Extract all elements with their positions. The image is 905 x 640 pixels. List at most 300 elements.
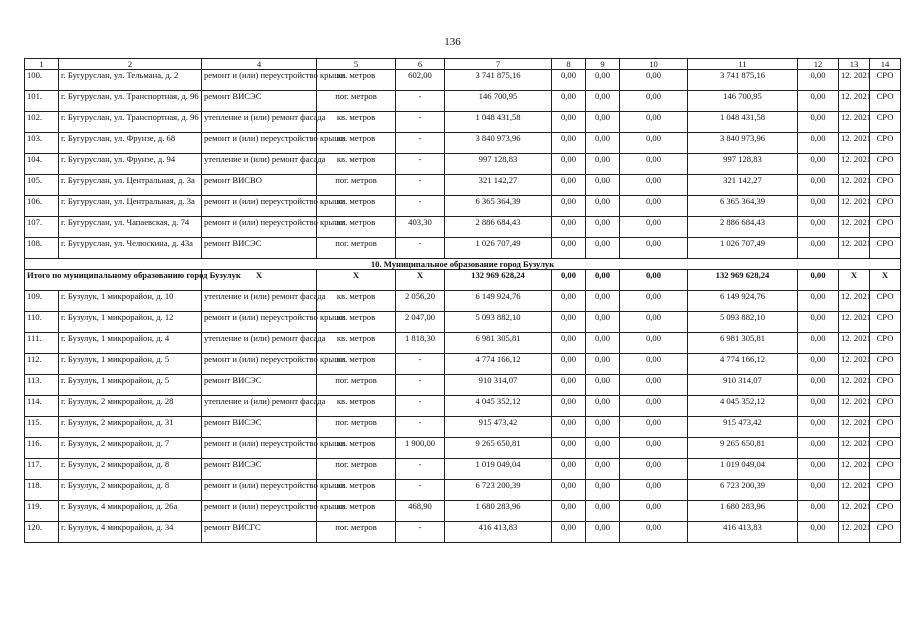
year-cell: 12. 2021 [839, 312, 870, 333]
work-type-cell: утепление и (или) ремонт фасада [202, 396, 317, 417]
total-x-cell: X [202, 270, 317, 291]
address-cell: г. Бугуруслан, ул. Чапаевская, д. 74 [59, 217, 202, 238]
row-number: 114. [25, 396, 59, 417]
fund-cell: 0,00 [620, 480, 688, 501]
row-number: 108. [25, 238, 59, 259]
area-cell: - [396, 91, 445, 112]
cost-cell: 6 365 364,39 [445, 196, 552, 217]
fund-cell: 0,00 [586, 396, 620, 417]
address-cell: г. Бузулук, 2 микрорайон, д. 31 [59, 417, 202, 438]
row-number: 101. [25, 91, 59, 112]
fund-cell: 0,00 [586, 70, 620, 91]
work-type-cell: ремонт и (или) переустройство крыши [202, 312, 317, 333]
year-cell: 12. 2021 [839, 91, 870, 112]
fund-cell: 0,00 [552, 396, 586, 417]
fund-cell: 0,00 [620, 312, 688, 333]
repair-program-table [24, 58, 901, 543]
cost-cell: 6 149 924,76 [445, 291, 552, 312]
fund-cell: 0,00 [552, 70, 586, 91]
fund-cell: 0,00 [586, 375, 620, 396]
work-type-cell: утепление и (или) ремонт фасада [202, 291, 317, 312]
fund-cell: 0,00 [798, 438, 839, 459]
year-cell: 12. 2021 [839, 175, 870, 196]
fund-cell: 0,00 [552, 312, 586, 333]
fund-cell: 0,00 [620, 154, 688, 175]
cost-cell: 146 700,95 [445, 91, 552, 112]
year-cell: 12. 2021 [839, 291, 870, 312]
total-x-cell: X [396, 270, 445, 291]
fund-cell: 0,00 [798, 480, 839, 501]
cost-cell: 910 314,07 [445, 375, 552, 396]
cost-cell: 1 680 283,96 [445, 501, 552, 522]
year-cell: 12. 2021 [839, 501, 870, 522]
total-fund-cell: 0,00 [620, 270, 688, 291]
unit-cell: кв. метров [317, 291, 396, 312]
fund-cell: 0,00 [620, 175, 688, 196]
total-cell: 4 045 352,12 [688, 396, 798, 417]
cost-cell: 1 026 707,49 [445, 238, 552, 259]
area-cell: 2 056,20 [396, 291, 445, 312]
cost-cell: 997 128,83 [445, 154, 552, 175]
table-row [25, 522, 901, 543]
table-row [25, 70, 901, 91]
area-cell: - [396, 354, 445, 375]
unit-cell: кв. метров [317, 354, 396, 375]
total-sum-cell: 132 969 628,24 [688, 270, 798, 291]
fund-cell: 0,00 [620, 522, 688, 543]
unit-cell: кв. метров [317, 112, 396, 133]
column-number: 5 [317, 59, 396, 70]
fund-cell: 0,00 [586, 196, 620, 217]
address-cell: г. Бугуруслан, ул. Центральная, д. 3а [59, 175, 202, 196]
unit-cell: пог. метров [317, 459, 396, 480]
area-cell: 1 818,30 [396, 333, 445, 354]
total-row [25, 270, 901, 291]
fund-cell: 0,00 [552, 196, 586, 217]
table-row [25, 112, 901, 133]
fund-cell: 0,00 [798, 196, 839, 217]
row-number: 113. [25, 375, 59, 396]
fund-cell: 0,00 [552, 501, 586, 522]
fund-cell: 0,00 [620, 333, 688, 354]
work-type-cell: утепление и (или) ремонт фасада [202, 154, 317, 175]
row-number: 117. [25, 459, 59, 480]
year-cell: 12. 2021 [839, 438, 870, 459]
area-cell: - [396, 154, 445, 175]
row-number: 112. [25, 354, 59, 375]
table-row [25, 333, 901, 354]
column-number: 14 [870, 59, 901, 70]
work-type-cell: утепление и (или) ремонт фасада [202, 333, 317, 354]
section-row [25, 259, 901, 270]
fund-cell: 0,00 [552, 175, 586, 196]
fund-cell: 0,00 [798, 112, 839, 133]
year-cell: 12. 2021 [839, 196, 870, 217]
work-type-cell: ремонт ВИСЭС [202, 417, 317, 438]
table-row [25, 91, 901, 112]
fund-cell: 0,00 [552, 333, 586, 354]
fund-cell: 0,00 [620, 501, 688, 522]
year-cell: 12. 2021 [839, 417, 870, 438]
fund-cell: 0,00 [620, 70, 688, 91]
fund-cell: 0,00 [620, 375, 688, 396]
table-row [25, 217, 901, 238]
year-cell: 12. 2021 [839, 396, 870, 417]
column-number: 2 [59, 59, 202, 70]
fund-cell: 0,00 [798, 70, 839, 91]
work-type-cell: ремонт ВИСГС [202, 522, 317, 543]
work-type-cell: ремонт и (или) переустройство крыши [202, 354, 317, 375]
fund-cell: 0,00 [586, 438, 620, 459]
unit-cell: кв. метров [317, 312, 396, 333]
fund-cell: 0,00 [586, 459, 620, 480]
fund-cell: 0,00 [586, 417, 620, 438]
work-type-cell: ремонт и (или) переустройство крыши [202, 70, 317, 91]
total-fund-cell: 0,00 [586, 270, 620, 291]
total-cell: 9 265 650,81 [688, 438, 798, 459]
address-cell: г. Бузулук, 1 микрорайон, д. 5 [59, 375, 202, 396]
cost-cell: 3 741 875,16 [445, 70, 552, 91]
area-cell: - [396, 396, 445, 417]
row-number: 103. [25, 133, 59, 154]
unit-cell: пог. метров [317, 522, 396, 543]
area-cell: 2 047,00 [396, 312, 445, 333]
fund-cell: 0,00 [620, 217, 688, 238]
work-type-cell: ремонт ВИСВО [202, 175, 317, 196]
year-cell: 12. 2021 [839, 354, 870, 375]
year-cell: 12. 2021 [839, 238, 870, 259]
row-number: 118. [25, 480, 59, 501]
row-number: 102. [25, 112, 59, 133]
fund-cell: 0,00 [552, 154, 586, 175]
address-cell: г. Бузулук, 2 микрорайон, д. 7 [59, 438, 202, 459]
cost-cell: 6 723 200,39 [445, 480, 552, 501]
area-cell: 468,90 [396, 501, 445, 522]
source-cell: СРО [870, 238, 901, 259]
area-cell: - [396, 196, 445, 217]
column-number: 7 [445, 59, 552, 70]
row-number: 115. [25, 417, 59, 438]
fund-cell: 0,00 [798, 238, 839, 259]
total-x-cell: X [870, 270, 901, 291]
row-number: 105. [25, 175, 59, 196]
unit-cell: кв. метров [317, 480, 396, 501]
fund-cell: 0,00 [552, 133, 586, 154]
fund-cell: 0,00 [798, 217, 839, 238]
fund-cell: 0,00 [798, 133, 839, 154]
fund-cell: 0,00 [552, 217, 586, 238]
address-cell: г. Бузулук, 1 микрорайон, д. 12 [59, 312, 202, 333]
column-number: 13 [839, 59, 870, 70]
cost-cell: 9 265 650,81 [445, 438, 552, 459]
fund-cell: 0,00 [620, 91, 688, 112]
table-row [25, 459, 901, 480]
cost-cell: 2 886 684,43 [445, 217, 552, 238]
table-row [25, 196, 901, 217]
source-cell: СРО [870, 196, 901, 217]
fund-cell: 0,00 [552, 459, 586, 480]
unit-cell: кв. метров [317, 501, 396, 522]
address-cell: г. Бугуруслан, ул. Центральная, д. 3а [59, 196, 202, 217]
fund-cell: 0,00 [586, 112, 620, 133]
work-type-cell: ремонт и (или) переустройство крыши [202, 501, 317, 522]
total-cell: 3 840 973,96 [688, 133, 798, 154]
address-cell: г. Бугуруслан, ул. Тельмана, д. 2 [59, 70, 202, 91]
total-cell: 6 149 924,76 [688, 291, 798, 312]
fund-cell: 0,00 [798, 354, 839, 375]
fund-cell: 0,00 [798, 175, 839, 196]
year-cell: 12. 2021 [839, 133, 870, 154]
total-x-cell: X [317, 270, 396, 291]
table-row [25, 501, 901, 522]
source-cell: СРО [870, 217, 901, 238]
table-row [25, 417, 901, 438]
address-cell: г. Бугуруслан, ул. Челюскина, д. 43а [59, 238, 202, 259]
column-number: 6 [396, 59, 445, 70]
total-label: Итого по муниципальному образованию город Бузулук [25, 270, 202, 291]
year-cell: 12. 2021 [839, 522, 870, 543]
address-cell: г. Бузулук, 4 микрорайон, д. 34 [59, 522, 202, 543]
row-number: 100. [25, 70, 59, 91]
fund-cell: 0,00 [586, 238, 620, 259]
total-cell: 1 026 707,49 [688, 238, 798, 259]
fund-cell: 0,00 [552, 417, 586, 438]
source-cell: СРО [870, 112, 901, 133]
work-type-cell: ремонт ВИСЭС [202, 375, 317, 396]
work-type-cell: ремонт и (или) переустройство крыши [202, 438, 317, 459]
page-number: 136 [444, 36, 461, 48]
fund-cell: 0,00 [586, 217, 620, 238]
total-cell: 915 473,42 [688, 417, 798, 438]
cost-cell: 1 019 049,04 [445, 459, 552, 480]
table-row [25, 133, 901, 154]
table-row [25, 396, 901, 417]
address-cell: г. Бузулук, 1 микрорайон, д. 4 [59, 333, 202, 354]
address-cell: г. Бузулук, 4 микрорайон, д. 26а [59, 501, 202, 522]
fund-cell: 0,00 [586, 175, 620, 196]
fund-cell: 0,00 [620, 291, 688, 312]
fund-cell: 0,00 [798, 396, 839, 417]
cost-cell: 321 142,27 [445, 175, 552, 196]
year-cell: 12. 2021 [839, 154, 870, 175]
cost-cell: 416 413,83 [445, 522, 552, 543]
total-x-cell: X [839, 270, 870, 291]
address-cell: г. Бугуруслан, ул. Фрунзе, д. 68 [59, 133, 202, 154]
address-cell: г. Бузулук, 1 микрорайон, д. 10 [59, 291, 202, 312]
year-cell: 12. 2021 [839, 375, 870, 396]
table-row [25, 175, 901, 196]
table-row [25, 154, 901, 175]
column-number: 12 [798, 59, 839, 70]
total-cell: 1 019 049,04 [688, 459, 798, 480]
fund-cell: 0,00 [798, 501, 839, 522]
fund-cell: 0,00 [798, 291, 839, 312]
row-number: 107. [25, 217, 59, 238]
area-cell: - [396, 238, 445, 259]
year-cell: 12. 2021 [839, 112, 870, 133]
source-cell: СРО [870, 459, 901, 480]
source-cell: СРО [870, 291, 901, 312]
cost-cell: 4 045 352,12 [445, 396, 552, 417]
cost-cell: 6 981 305,81 [445, 333, 552, 354]
unit-cell: кв. метров [317, 70, 396, 91]
work-type-cell: ремонт и (или) переустройство крыши [202, 196, 317, 217]
source-cell: СРО [870, 312, 901, 333]
fund-cell: 0,00 [586, 333, 620, 354]
source-cell: СРО [870, 333, 901, 354]
fund-cell: 0,00 [586, 354, 620, 375]
area-cell: - [396, 417, 445, 438]
area-cell: 602,00 [396, 70, 445, 91]
work-type-cell: утепление и (или) ремонт фасада [202, 112, 317, 133]
fund-cell: 0,00 [620, 354, 688, 375]
unit-cell: кв. метров [317, 438, 396, 459]
unit-cell: пог. метров [317, 91, 396, 112]
fund-cell: 0,00 [552, 522, 586, 543]
fund-cell: 0,00 [552, 375, 586, 396]
column-number: 8 [552, 59, 586, 70]
fund-cell: 0,00 [798, 375, 839, 396]
source-cell: СРО [870, 91, 901, 112]
fund-cell: 0,00 [552, 238, 586, 259]
unit-cell: пог. метров [317, 417, 396, 438]
column-number: 4 [202, 59, 317, 70]
unit-cell: пог. метров [317, 175, 396, 196]
total-cell: 416 413,83 [688, 522, 798, 543]
total-cell: 2 886 684,43 [688, 217, 798, 238]
area-cell: 1 900,00 [396, 438, 445, 459]
cost-cell: 915 473,42 [445, 417, 552, 438]
cost-cell: 3 840 973,96 [445, 133, 552, 154]
fund-cell: 0,00 [552, 291, 586, 312]
total-cell: 4 774 166,12 [688, 354, 798, 375]
total-cell: 1 048 431,58 [688, 112, 798, 133]
source-cell: СРО [870, 154, 901, 175]
fund-cell: 0,00 [552, 91, 586, 112]
area-cell: - [396, 522, 445, 543]
table-row [25, 238, 901, 259]
cost-cell: 1 048 431,58 [445, 112, 552, 133]
fund-cell: 0,00 [586, 91, 620, 112]
total-fund-cell: 0,00 [798, 270, 839, 291]
fund-cell: 0,00 [798, 312, 839, 333]
total-cell: 6 365 364,39 [688, 196, 798, 217]
table-row [25, 312, 901, 333]
area-cell: - [396, 133, 445, 154]
source-cell: СРО [870, 375, 901, 396]
fund-cell: 0,00 [586, 133, 620, 154]
total-cell: 6 981 305,81 [688, 333, 798, 354]
row-number: 104. [25, 154, 59, 175]
fund-cell: 0,00 [552, 480, 586, 501]
fund-cell: 0,00 [620, 133, 688, 154]
column-number: 1 [25, 59, 59, 70]
year-cell: 12. 2021 [839, 217, 870, 238]
year-cell: 12. 2021 [839, 333, 870, 354]
total-cell: 1 680 283,96 [688, 501, 798, 522]
fund-cell: 0,00 [798, 91, 839, 112]
cost-cell: 4 774 166,12 [445, 354, 552, 375]
total-cell: 321 142,27 [688, 175, 798, 196]
fund-cell: 0,00 [586, 501, 620, 522]
source-cell: СРО [870, 396, 901, 417]
fund-cell: 0,00 [798, 522, 839, 543]
source-cell: СРО [870, 70, 901, 91]
work-type-cell: ремонт ВИСЭС [202, 91, 317, 112]
source-cell: СРО [870, 417, 901, 438]
address-cell: г. Бугуруслан, ул. Транспортная, д. 96 [59, 112, 202, 133]
fund-cell: 0,00 [798, 154, 839, 175]
row-number: 116. [25, 438, 59, 459]
address-cell: г. Бугуруслан, ул. Транспортная, д. 96 [59, 91, 202, 112]
fund-cell: 0,00 [620, 459, 688, 480]
work-type-cell: ремонт и (или) переустройство крыши [202, 480, 317, 501]
fund-cell: 0,00 [586, 291, 620, 312]
fund-cell: 0,00 [620, 112, 688, 133]
fund-cell: 0,00 [620, 417, 688, 438]
source-cell: СРО [870, 480, 901, 501]
unit-cell: кв. метров [317, 154, 396, 175]
area-cell: - [396, 375, 445, 396]
row-number: 119. [25, 501, 59, 522]
total-cell: 910 314,07 [688, 375, 798, 396]
fund-cell: 0,00 [586, 154, 620, 175]
fund-cell: 0,00 [586, 480, 620, 501]
area-cell: - [396, 112, 445, 133]
row-number: 109. [25, 291, 59, 312]
unit-cell: кв. метров [317, 396, 396, 417]
fund-cell: 0,00 [798, 417, 839, 438]
area-cell: - [396, 175, 445, 196]
unit-cell: кв. метров [317, 133, 396, 154]
unit-cell: пог. метров [317, 238, 396, 259]
source-cell: СРО [870, 175, 901, 196]
work-type-cell: ремонт ВИСЭС [202, 459, 317, 480]
area-cell: 403,30 [396, 217, 445, 238]
address-cell: г. Бугуруслан, ул. Фрунзе, д. 94 [59, 154, 202, 175]
source-cell: СРО [870, 354, 901, 375]
column-number: 9 [586, 59, 620, 70]
table-row [25, 438, 901, 459]
column-number: 10 [620, 59, 688, 70]
column-number: 11 [688, 59, 798, 70]
row-number: 111. [25, 333, 59, 354]
fund-cell: 0,00 [798, 459, 839, 480]
area-cell: - [396, 480, 445, 501]
fund-cell: 0,00 [620, 438, 688, 459]
fund-cell: 0,00 [620, 238, 688, 259]
fund-cell: 0,00 [798, 333, 839, 354]
total-cell: 997 128,83 [688, 154, 798, 175]
total-cell: 146 700,95 [688, 91, 798, 112]
row-number: 106. [25, 196, 59, 217]
work-type-cell: ремонт ВИСЭС [202, 238, 317, 259]
fund-cell: 0,00 [620, 396, 688, 417]
total-cell: 5 093 882,10 [688, 312, 798, 333]
source-cell: СРО [870, 522, 901, 543]
unit-cell: кв. метров [317, 217, 396, 238]
unit-cell: пог. метров [317, 375, 396, 396]
section-title: 10. Муниципальное образование город Бузулук [25, 259, 901, 270]
source-cell: СРО [870, 133, 901, 154]
fund-cell: 0,00 [586, 312, 620, 333]
table-row [25, 354, 901, 375]
address-cell: г. Бузулук, 1 микрорайон, д. 5 [59, 354, 202, 375]
work-type-cell: ремонт и (или) переустройство крыши [202, 133, 317, 154]
fund-cell: 0,00 [620, 196, 688, 217]
source-cell: СРО [870, 438, 901, 459]
unit-cell: кв. метров [317, 196, 396, 217]
